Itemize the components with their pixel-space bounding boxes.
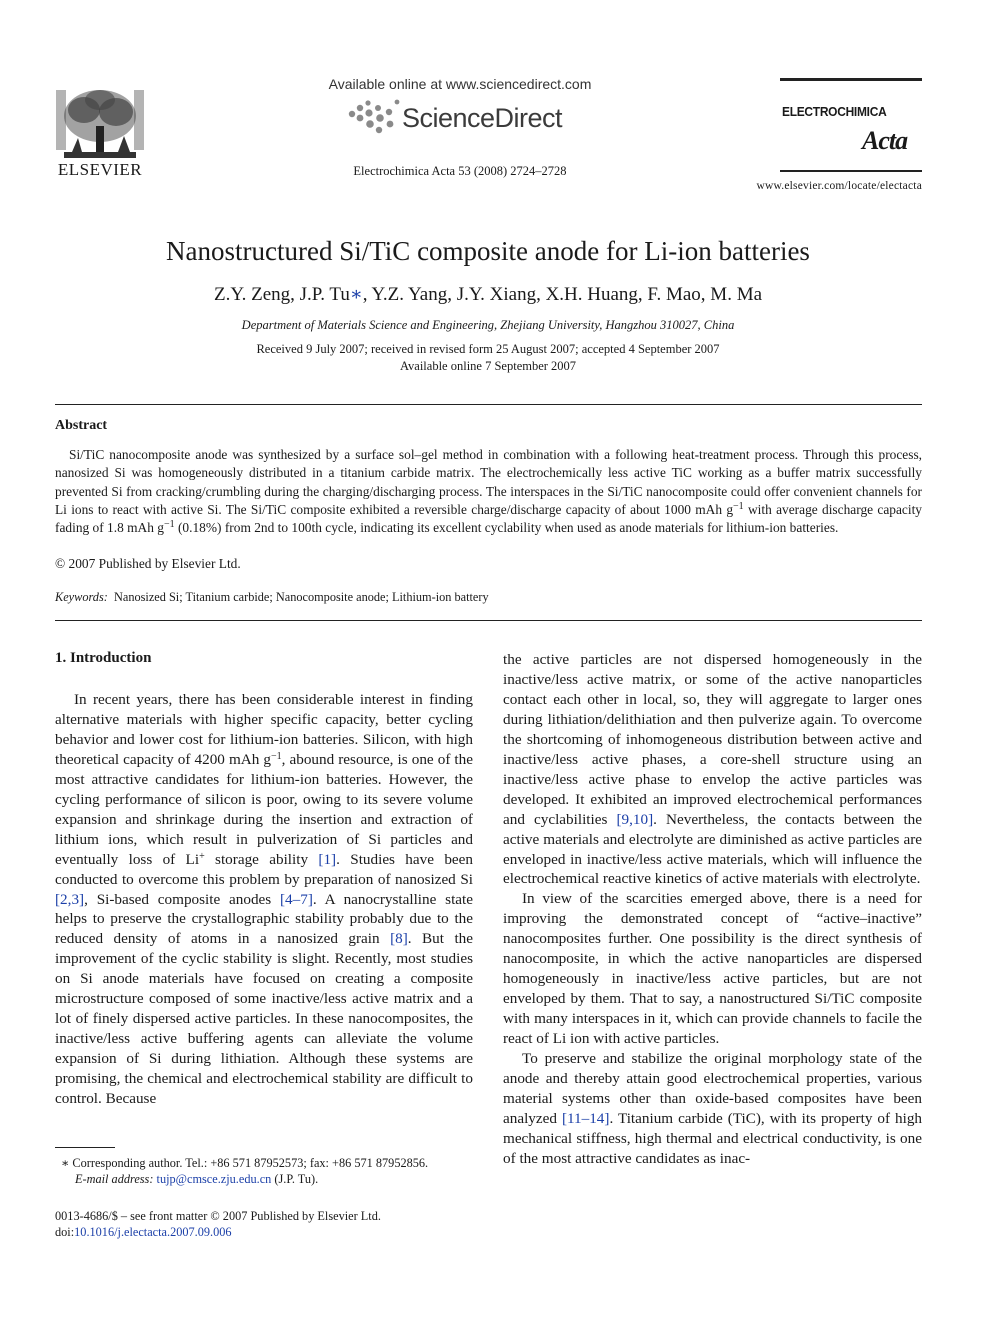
body-column-left xyxy=(55,690,473,1109)
keywords-label: Keywords: xyxy=(55,590,108,604)
journal-url[interactable]: www.elsevier.com/locate/electacta xyxy=(756,180,922,192)
journal-rule-bottom xyxy=(780,170,922,172)
received-dates: Received 9 July 2007; received in revised form 25 August 2007; accepted 4 September 2007 xyxy=(256,342,720,356)
reference-link[interactable]: [2,3] xyxy=(55,890,85,908)
journal-citation: Electrochimica Acta 53 (2008) 2724–2728 xyxy=(353,164,567,178)
paragraph: the active particles are not dispersed homogeneously in the inactive/less active matrix, or some of the active nanoparticles contact each other in local, so, they will aggregate to larger ones during lithiation/delithiation and then pulverize again. To overcome the shortcoming of inhomogeneous distribution between active and inactive/less active phases, a core-shell structure using an inactive/less active phase to envelop the active particles was developed. It exhibited an improved electrochemical performances and cyclabilities [9,10]. Nevertheless, the contacts between the active materials and electrolyte are diminished as active particles are enveloped in inactive/less active materials, which will influence the electrochemical reactive kinetics of active materials with electrolyte. xyxy=(503,651,922,888)
abstract-text: Si/TiC nanocomposite anode was synthesized by a surface sol–gel method in combination with a following heat-treatment process. Through this process, nanosized Si was homogeneously distributed in a titanium carbide matrix. The electrochemically less active TiC working as a buffer matrix successfully prevented Si from cracking/crumbling during the charging/discharging process. The interspaces in the Si/TiC nanocomposite could offer convenient channels for Li ions to react with active Si. The Si/TiC composite exhibited a reversible charge/discharge capacity of about 1000 mAh $g^{-1}$ with average discharge capacity fading of 1.8 mAh $g^{-1}$ (0.18%) from 2nd to 100th cycle, indicating its excellent cyclability when used as anode materials for lithium-ion batteries. xyxy=(55,447,922,536)
paragraph: In view of the scarcities emerged above, there is a need for improving the demonstrated concept of “active–inactive” nanocomposites further. One possibility is the direct synthesis of nanocomposite, in which the active nanoparticles are dispersed homogeneously in inactive/less active particles, but are not enveloped by them. That to say, a nanostructured Si/TiC composite with many interspaces in it, which can provide channels to facile the react of Li ion with active particles. xyxy=(503,890,922,1048)
reference-link[interactable]: [8] xyxy=(390,930,408,948)
section-heading: 1. Introduction xyxy=(55,650,152,666)
divider xyxy=(55,404,922,405)
reference-link[interactable]: [1] xyxy=(318,850,337,868)
footnote-mark: ∗ xyxy=(61,1156,70,1170)
corresponding-author-mark[interactable]: ∗ xyxy=(349,284,363,305)
publisher-name: ELSEVIER xyxy=(57,160,143,179)
body-column-right xyxy=(503,650,922,1169)
available-online-text[interactable]: Available online at www.sciencedirect.com xyxy=(328,76,592,92)
footnote: ∗ Corresponding author. Tel.: +86 571 87952573; fax: +86 571 87952856. E-mail address: tujp@cmsce.zju.edu.cn (J.P. Tu). xyxy=(61,1156,429,1186)
divider xyxy=(55,620,922,621)
sciencedirect-wordmark: ScienceDirect xyxy=(402,103,563,133)
paragraph: In recent years, there has been considerable interest in finding alternative materials with higher specific capacity, better cycling behavior and lower cost for lithium-ion batteries. Silicon, with high theoretical capacity of 4200 mAh $g^{-1}$, abound resource, is one of the most attractive candidates for lithium-ion batteries. However, the cycling performance of silicon is poor, owing to its severe volume expansion and shrinkage during the insertion and extraction of lithium ions, which result in pulverization of Si particles and eventually loss of Li+ storage ability [1]. Studies have been conducted to overcome this problem by preparation of nanosized Si [2,3], Si-based composite anodes [4–7]. A nanocrystalline state helps to preserve the crystallographic stability probably due to the reduced density of atoms in a nanosized grain [8]. But the improvement of the cyclic stability is slight. Recently, most studies on Si anode materials have focused on creating a composite microstructure composed of some inactive/less active matrix and a lot of finely dispersed active particles. In these nanocomposites, the inactive/less active buffering agents can alleviate the volume expansion of Si during lithiation. Although these systems are promising, the chemical and electrochemical stability are difficult to control. Because xyxy=(55,691,474,1108)
issn-line: 0013-4686/$ – see front matter © 2007 Published by Elsevier Ltd. xyxy=(55,1209,381,1223)
keywords xyxy=(55,590,489,605)
affiliation: Department of Materials Science and Engineering, Zhejiang University, Hangzhou 310027, China xyxy=(241,318,735,332)
article-history xyxy=(0,341,976,375)
available-date: Available online 7 September 2007 xyxy=(399,359,577,373)
corresponding-author-note: Corresponding author. Tel.: +86 571 87952573; fax: +86 571 87952856. xyxy=(69,1156,429,1170)
authors-first: Z.Y. Zeng, J.P. Tu xyxy=(213,284,350,305)
keywords-list: Nanosized Si; Titanium carbide; Nanocomposite anode; Lithium-ion battery xyxy=(113,590,489,604)
reference-link[interactable]: [11–14] xyxy=(561,1109,610,1127)
abstract-heading: Abstract xyxy=(55,418,108,433)
reference-link[interactable]: [4–7] xyxy=(280,890,313,908)
doi-link[interactable]: 10.1016/j.electacta.2007.09.006 xyxy=(74,1225,232,1239)
footnote-divider xyxy=(55,1147,115,1148)
article-title: Nanostructured Si/TiC composite anode for Li-ion batteries xyxy=(166,236,810,266)
author-list xyxy=(0,283,976,306)
issn-doi: 0013-4686/$ – see front matter © 2007 Published by Elsevier Ltd. doi:10.1016/j.electacta.2007.09.006 xyxy=(55,1209,381,1239)
authors-rest: , Y.Z. Yang, J.Y. Xiang, X.H. Huang, F. Mao, M. Ma xyxy=(362,284,763,305)
email-link[interactable]: tujp@cmsce.zju.edu.cn xyxy=(156,1172,272,1186)
journal-rule-top xyxy=(780,78,922,81)
reference-link[interactable]: [9,10] xyxy=(616,810,654,828)
journal-title: ELECTROCHIMICA xyxy=(782,104,887,119)
paragraph: To preserve and stabilize the original morphology state of the anode and thereby attain good electrochemical properties, various material systems other than oxide-based composites have been analyzed [11–14]. Titanium carbide (TiC), with its property of high mechanical stiffness, high thermal and electrical conductivity, is one of the most attractive candidates as inac- xyxy=(503,1050,923,1167)
journal-title-acta: Acta xyxy=(862,126,908,155)
abstract-copyright: © 2007 Published by Elsevier Ltd. xyxy=(55,556,241,571)
email-label: E-mail address: xyxy=(75,1172,154,1186)
